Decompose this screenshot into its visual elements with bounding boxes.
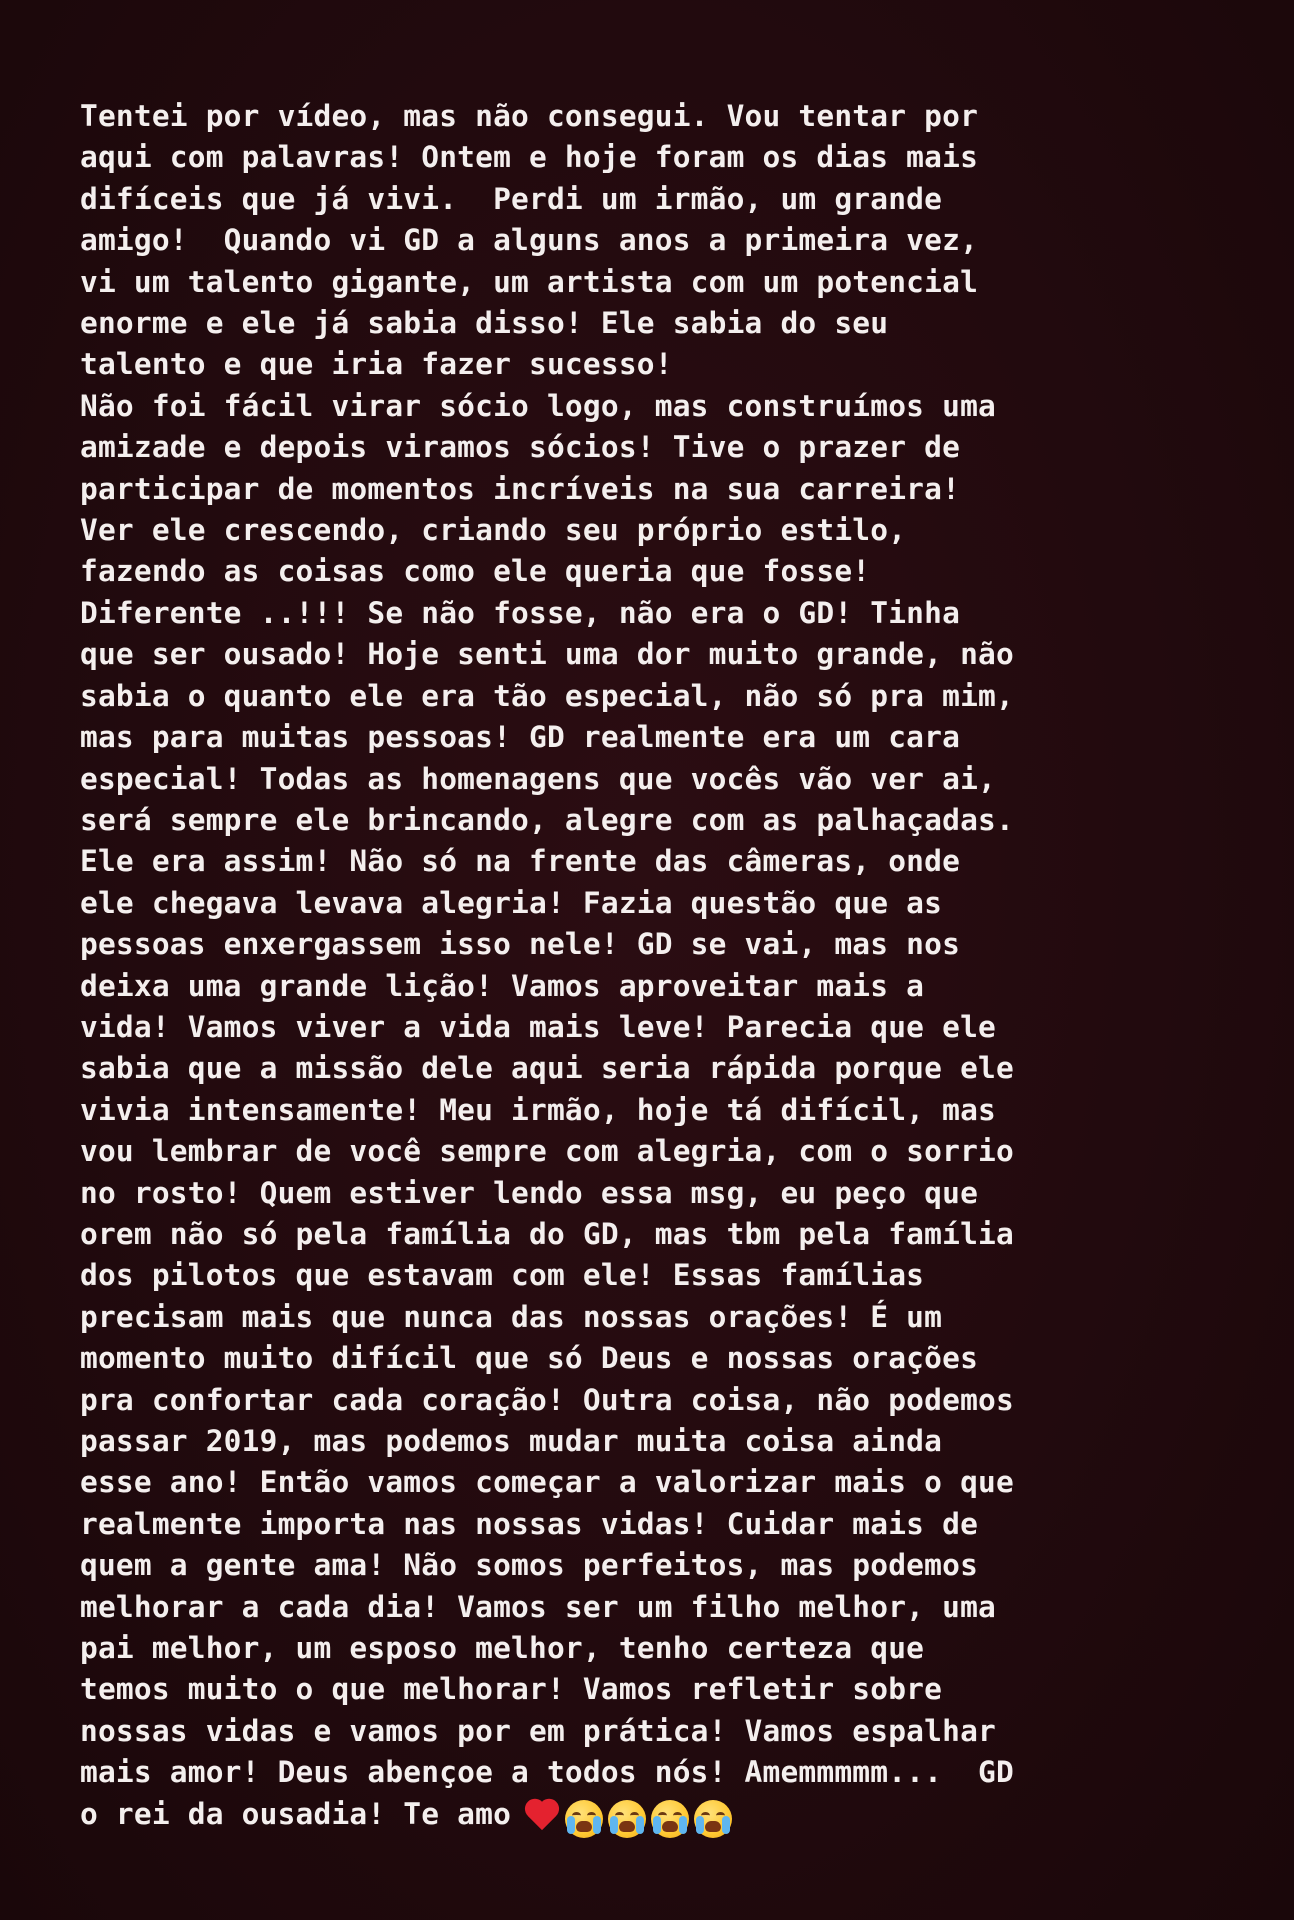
- text-line: pra confortar cada coração! Outra coisa, não podemos: [80, 1382, 1014, 1417]
- text-line: dos pilotos que estavam com ele! Essas famílias: [80, 1258, 925, 1293]
- text-line: Ver ele crescendo, criando seu próprio estilo,: [80, 513, 907, 548]
- text-line: passar 2019, mas podemos mudar muita coisa ainda: [80, 1424, 943, 1458]
- loudly-crying-face-icon: [694, 1800, 732, 1838]
- text-line: amigo! Quando vi GD a alguns anos a primeira vez,: [80, 223, 979, 258]
- text-line: melhorar a cada dia! Vamos ser um filho melhor, uma: [80, 1589, 996, 1624]
- text-line: sabia o quanto ele era tão especial, não só pra mim,: [80, 678, 1014, 713]
- text-line: amizade e depois viramos sócios! Tive o prazer de: [80, 430, 961, 465]
- text-line: sabia que a missão dele aqui seria rápida porque ele: [80, 1051, 1014, 1086]
- text-line: que ser ousado! Hoje senti uma dor muito grande, não: [80, 637, 1014, 672]
- text-line: pai melhor, um esposo melhor, tenho certeza que: [80, 1631, 925, 1666]
- text-line: deixa uma grande lição! Vamos aproveitar mais a: [80, 968, 925, 1003]
- text-line: aqui com palavras! Ontem e hoje foram os dias mais: [80, 140, 979, 175]
- loudly-crying-face-icon: [608, 1800, 646, 1838]
- text-line: mas para muitas pessoas! GD realmente era um cara: [80, 720, 961, 755]
- text-line: será sempre ele brincando, alegre com as palhaçadas.: [80, 802, 1014, 837]
- text-line: pessoas enxergassem isso nele! GD se vai, mas nos: [80, 927, 961, 962]
- text-line: precisam mais que nunca das nossas orações! É um: [80, 1299, 943, 1334]
- text-line: Ele era assim! Não só na frente das câmeras, onde: [80, 844, 961, 879]
- text-line: ele chegava levava alegria! Fazia questão que as: [80, 885, 943, 920]
- text-line: Diferente ..!!! Se não fosse, não era o GD! Tinha: [80, 595, 961, 630]
- loudly-crying-face-icon: [651, 1800, 689, 1838]
- text-line-last: [80, 1794, 1240, 1841]
- text-line: difíceis que já vivi. Perdi um irmão, um grande: [80, 181, 943, 216]
- text-line: Tentei por vídeo, mas não consegui. Vou tentar por: [80, 99, 979, 133]
- text-line: participar de momentos incríveis na sua carreira!: [80, 471, 961, 506]
- text-line: momento muito difícil que só Deus e nossas orações: [80, 1341, 979, 1376]
- red-heart-icon: [525, 1800, 561, 1832]
- text-line: enorme e ele já sabia disso! Ele sabia do seu: [80, 306, 889, 341]
- text-line: temos muito o que melhorar! Vamos refletir sobre: [80, 1672, 943, 1707]
- text-line: vi um talento gigante, um artista com um potencial: [80, 264, 979, 299]
- text-line: orem não só pela família do GD, mas tbm pela família: [80, 1216, 1014, 1251]
- text-line: mais amor! Deus abençoe a todos nós! Amemmmmm... GD: [80, 1755, 1014, 1790]
- text-line: especial! Todas as homenagens que vocês vão ver ai,: [80, 761, 996, 796]
- text-line: vivia intensamente! Meu irmão, hoje tá difícil, mas: [80, 1092, 996, 1127]
- text-line: esse ano! Então vamos começar a valorizar mais o que: [80, 1465, 1014, 1500]
- text-line: vou lembrar de você sempre com alegria, com o sorrio: [80, 1134, 1014, 1169]
- text-line: Não foi fácil virar sócio logo, mas construímos uma: [80, 388, 996, 423]
- text-line: nossas vidas e vamos por em prática! Vamos espalhar: [80, 1713, 996, 1748]
- story-text: [80, 96, 1240, 1841]
- last-line-text: o rei da ousadia! Te amo: [80, 1796, 512, 1831]
- emoji-row: [525, 1800, 737, 1841]
- text-line: fazendo as coisas como ele queria que fosse!: [80, 554, 871, 589]
- text-line: no rosto! Quem estiver lendo essa msg, eu peço que: [80, 1175, 979, 1210]
- text-line: vida! Vamos viver a vida mais leve! Parecia que ele: [80, 1009, 996, 1044]
- text-line: realmente importa nas nossas vidas! Cuidar mais de: [80, 1506, 979, 1541]
- loudly-crying-face-icon: [565, 1800, 603, 1838]
- text-line: talento e que iria fazer sucesso!: [80, 347, 673, 382]
- text-line: quem a gente ama! Não somos perfeitos, mas podemos: [80, 1548, 979, 1583]
